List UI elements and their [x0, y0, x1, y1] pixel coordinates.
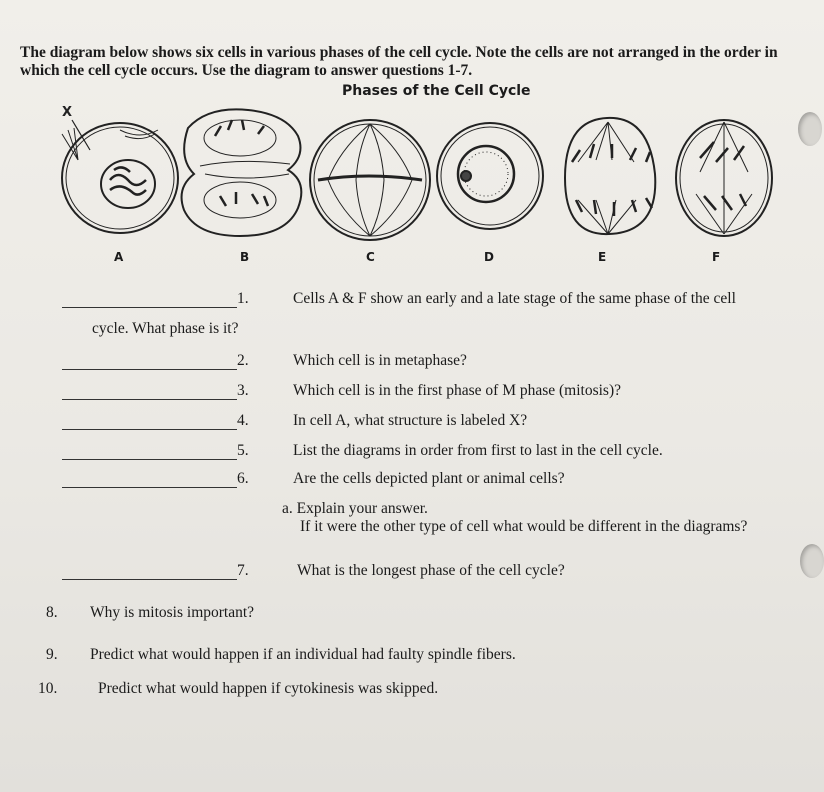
question-1: [62, 290, 736, 308]
cell-a: [62, 123, 178, 233]
cell-b: [182, 109, 302, 236]
answer-blank[interactable]: [62, 471, 237, 488]
question-number: 6.: [237, 470, 249, 487]
question-5: [62, 442, 663, 460]
x-label: X: [62, 105, 73, 120]
question-text: Which cell is in metaphase?: [293, 352, 467, 369]
question-number: 8.: [46, 604, 58, 621]
cell-cycle-diagram: [0, 100, 824, 250]
question-text: In cell A, what structure is labeled X?: [293, 412, 528, 429]
question-text: Are the cells depicted plant or animal cells?: [293, 470, 565, 487]
cell-d: [437, 123, 543, 229]
figure-title: Phases of the Cell Cycle: [342, 83, 531, 99]
question-2: [62, 352, 467, 370]
answer-blank[interactable]: [62, 413, 237, 430]
question-number: 5.: [237, 442, 249, 459]
question-6b: If it were the other type of cell what would be different in the diagrams?: [300, 518, 748, 535]
question-text: Which cell is in the first phase of M phase (mitosis)?: [293, 382, 622, 399]
question-number: 2.: [237, 352, 249, 369]
intro-paragraph: The diagram below shows six cells in various phases of the cell cycle. Note the cells are not arranged in the order in which the cell cycle occurs. Use the diagram to answer questions 1-7.: [20, 44, 778, 79]
question-number: 1.: [237, 290, 249, 307]
answer-blank[interactable]: [62, 443, 237, 460]
question-4: [62, 412, 527, 430]
question-10: [38, 680, 438, 698]
cell-label-b: B: [240, 250, 250, 264]
question-9: [46, 646, 516, 664]
answer-blank[interactable]: [62, 383, 237, 400]
question-1-continued: cycle. What phase is it?: [92, 320, 239, 337]
answer-blank[interactable]: [62, 563, 237, 580]
question-8: [46, 604, 254, 622]
cell-e: [565, 118, 655, 234]
question-6: [62, 470, 565, 488]
question-number: 9.: [46, 646, 58, 663]
question-number: 4.: [237, 412, 249, 429]
question-text: Cells A & F show an early and a late stage of the same phase of the cell: [293, 290, 736, 307]
question-text: Predict what would happen if cytokinesis was skipped.: [98, 680, 439, 697]
cell-label-e: E: [598, 250, 607, 264]
question-3: [62, 382, 621, 400]
question-text: What is the longest phase of the cell cycle?: [297, 562, 565, 579]
question-number: 10.: [38, 680, 58, 697]
cell-label-d: D: [484, 250, 494, 264]
question-number: 3.: [237, 382, 249, 399]
question-text: Why is mitosis important?: [90, 604, 255, 621]
cell-label-c: C: [366, 250, 375, 264]
question-text: Predict what would happen if an individual had faulty spindle fibers.: [90, 646, 516, 663]
question-6a: a. Explain your answer.: [282, 500, 428, 517]
answer-blank[interactable]: [62, 291, 237, 308]
binder-hole: [800, 544, 824, 578]
question-7: [62, 562, 565, 580]
cell-label-f: F: [712, 250, 721, 264]
cell-label-a: A: [114, 250, 124, 264]
question-number: 7.: [237, 562, 249, 579]
answer-blank[interactable]: [62, 353, 237, 370]
question-text: List the diagrams in order from first to last in the cell cycle.: [293, 442, 663, 459]
cell-a-nucleus: [101, 160, 155, 208]
